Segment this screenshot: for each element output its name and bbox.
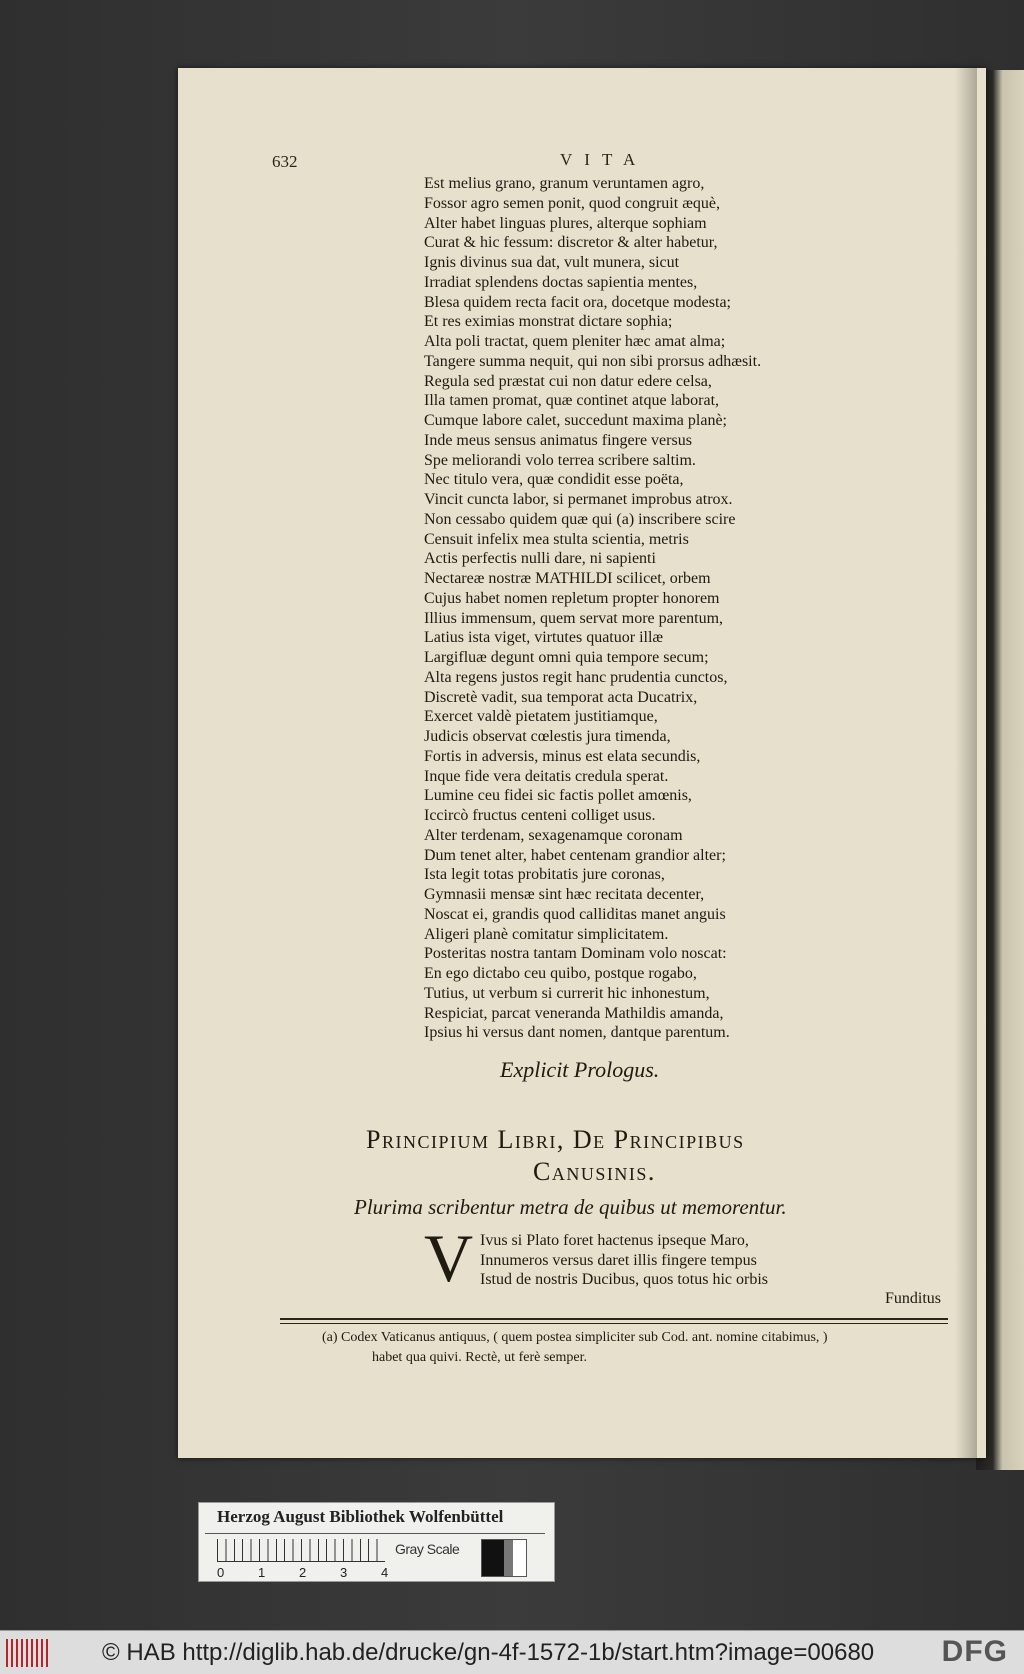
poem-line: Posteritas nostra tantam Dominam volo noscat:: [424, 945, 727, 963]
ruler-label: 0: [217, 1565, 225, 1580]
poem-line: Dum tenet alter, habet centenam grandior alter;: [424, 846, 726, 864]
section-intro: [480, 1231, 768, 1290]
poem-line: Irradiat splendens doctas sapientia mentes,: [424, 273, 698, 291]
poem-line: Inde meus sensus animatus fingere versus: [424, 431, 692, 449]
ruler: [217, 1539, 385, 1562]
poem-line: Nectareæ nostræ MATHILDI scilicet, orbem: [424, 570, 711, 587]
library-name: Herzog August Bibliothek Wolfenbüttel: [217, 1507, 504, 1526]
poem-line: Cujus habet nomen repletum propter honorem: [424, 589, 720, 607]
poem-line: Lumine ceu fidei sic factis pollet amœnis,: [424, 787, 692, 805]
poem-line: Illa tamen promat, quæ continet atque laborat,: [424, 392, 720, 410]
poem-line: Alta regens justos regit hanc prudentia cunctos,: [424, 668, 728, 686]
poem-line: Alta poli tractat, quem pleniter hæc amat alma;: [424, 333, 726, 350]
section-heading-continued: Canusinis.: [533, 1157, 656, 1186]
poem-line: Alter terdenam, sexagenamque coronam: [424, 826, 683, 844]
poem-line: Blesa quidem recta facit ora, docetque modesta;: [424, 293, 731, 311]
poem-line: Ignis divinus sua dat, vult munera, sicut: [424, 254, 680, 271]
poem-line: Respiciat, parcat veneranda Mathildis amanda,: [424, 1004, 724, 1022]
ruler-label: 3: [340, 1565, 348, 1580]
poem-line: Noscat ei, grandis quod calliditas manet anguis: [424, 905, 726, 923]
catchword: Funditus: [885, 1290, 942, 1307]
poem-line: Regula sed præstat cui non datur edere celsa,: [424, 372, 712, 390]
section-subtitle: Plurima scribentur metra de quibus ut memorentur.: [354, 1195, 787, 1219]
footnote-line: (a) Codex Vaticanus antiquus, ( quem postea simpliciter sub Cod. ant. nomine citabimus, ): [322, 1330, 828, 1345]
poem-line: Actis perfectis nulli dare, ni sapienti: [424, 550, 656, 568]
poem-line: Aligeri planè comitatur simplicitatem.: [424, 925, 669, 943]
poem-line: Tangere summa nequit, qui non sibi prorsus adhæsit.: [424, 352, 762, 370]
poem-line: Est melius grano, granum veruntamen agro,: [424, 175, 705, 192]
poem-line: Vincit cuncta labor, si permanet improbus atrox.: [424, 491, 733, 508]
poem-line: Ipsius hi versus dant nomen, dantque parentum.: [424, 1024, 730, 1042]
poem-line: Illius immensum, quem servat more parentum,: [424, 609, 724, 627]
poem-line: Iccircò fructus centeni colliget usus.: [424, 807, 656, 824]
poem-line: Curat & hic fessum: discretor & alter habetur,: [424, 234, 718, 252]
poem-line: Latius ista viget, virtutes quatuor illæ: [424, 629, 664, 647]
poem-line: Alter habet linguas plures, alterque sophiam: [424, 214, 707, 232]
poem-line: En ego dictabo ceu quibo, postque rogabo,: [424, 965, 697, 982]
ruler-label: 2: [299, 1565, 307, 1580]
footnote-rule: [280, 1318, 948, 1324]
gray-scale-swatch: [481, 1539, 527, 1577]
poem-line: Largifluæ degunt omni quia tempore secum;: [424, 649, 709, 666]
page-number: 632: [272, 152, 298, 171]
footer-url[interactable]: © HAB http://diglib.hab.de/drucke/gn-4f-1572-1b/start.htm?image=00680: [102, 1639, 875, 1666]
dfg-logo: DFG: [941, 1635, 1008, 1668]
poem-line: Fortis in adversis, minus est elata secundis,: [424, 747, 701, 765]
poem-line: Spe meliorandi volo terrea scribere saltim.: [424, 451, 696, 469]
poem-line: Discretè vadit, sua temporat acta Ducatrix,: [424, 688, 698, 706]
poem-line: Fossor agro semen ponit, quod congruit æquè,: [424, 194, 720, 212]
section-heading: Principium Libri, De Principibus: [366, 1125, 745, 1154]
poem-line: Nec titulo vera, quæ condidit esse poëta,: [424, 471, 684, 489]
poem-line: Gymnasii mensæ sint hæc recitata decenter,: [424, 886, 705, 903]
poem-line: Exercet valdè pietatem justitiamque,: [424, 708, 658, 726]
explicit-line: Explicit Prologus.: [500, 1057, 660, 1082]
ruler-label: 4: [381, 1565, 389, 1580]
intro-line: Istud de nostris Ducibus, quos totus hic orbis: [480, 1271, 768, 1288]
poem-line: Tutius, ut verbum si currerit hic inhonestum,: [424, 984, 710, 1002]
card-divider: [205, 1533, 545, 1534]
poem-line: Cumque labore calet, succedunt maxima planè;: [424, 412, 727, 429]
gutter-shadow: [955, 68, 977, 1458]
footnote: [322, 1328, 828, 1368]
footer-bar: [0, 1630, 1024, 1674]
poem-line: Non cessabo quidem quæ qui (a) inscribere scire: [424, 510, 736, 528]
poem-line: Censuit infelix mea stulta scientia, metris: [424, 530, 689, 548]
drop-capital: V: [424, 1220, 474, 1296]
intro-line: Innumeros versus daret illis fingere tempus: [480, 1251, 757, 1269]
color-scale-card: [198, 1502, 555, 1582]
prologue-poem: [424, 174, 844, 1043]
footnote-line: habet qua quivi. Rectè, ut ferè semper.: [372, 1350, 587, 1365]
hab-logo-icon: [6, 1639, 48, 1667]
intro-line: Ivus si Plato foret hactenus ipseque Maro,: [480, 1232, 749, 1249]
poem-line: Ista legit totas probitatis jure coronas,: [424, 866, 665, 884]
poem-line: Et res eximias monstrat dictare sophia;: [424, 313, 673, 331]
poem-line: Judicis observat cœlestis jura timenda,: [424, 728, 671, 745]
gray-scale-label: Gray Scale: [395, 1541, 460, 1557]
poem-line: Inque fide vera deitatis credula sperat.: [424, 767, 669, 785]
ruler-label: 1: [258, 1565, 266, 1580]
running-head: VITA: [560, 150, 648, 169]
